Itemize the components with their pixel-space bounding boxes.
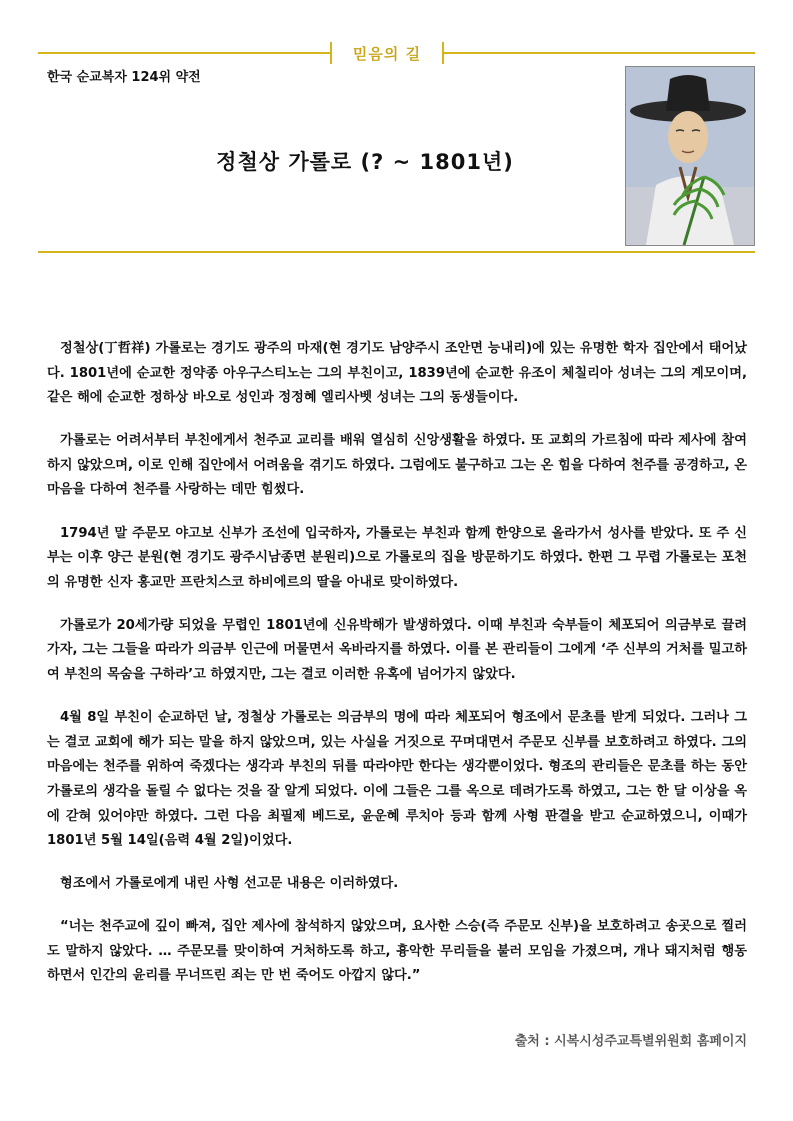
- paragraph-6: 형조에서 가롤로에게 내린 사형 선고문 내용은 이러하였다.: [60, 876, 399, 892]
- paragraph-5: 4월 8일 부친이 순교하던 날, 정철상 가롤로는 의금부의 명에 따라 체포되어 형조에서 문초를 받게 되었다. 그러나 그는 결코 교회에 해가 되는 말을 하지 않았으며, 있는 사실을 거짓으로 꾸며대면서 주문모 신부를 보호하려고 하였다. 그의 마음에는 천주를 위하여 죽겠다는 생각과 부친의 뒤를 따라야만 한다는 생각뿐이었다. 형조의 관리들은 문초를 하는 동안 가롤로의 생각을 돌릴 수 없다는 것을 잘 알게 되었다. 이에 그들은 그를 옥으로 데려가도록 하였고, 그는 한 달 이상을 옥에 갇혀 있어야만 하였다. 그런 다음 최필제 베드로, 윤운혜 루치아 등과 함께 사형 판결을 받고 순교하였으니, 이때가 1801년 5월 14일(음력 4월 2일)이었다.: [47, 710, 747, 849]
- paragraph-7-quote: “너는 천주교에 깊이 빠져, 집안 제사에 참석하지 않았으며, 요사한 스승(즉 주문모 신부)을 보호하려고 송곳으로 찔러도 말하지 않았다. … 주문모를 맞이하여 거처하도록 하고, 흉악한 무리들을 불러 모임을 가졌으며, 개나 돼지처럼 행동 하면서 인간의 윤리를 무너뜨린 죄는 만 번 죽어도 아깝지 않다.”: [47, 919, 747, 984]
- header-tick-right: [442, 42, 444, 64]
- paragraph-2: 가롤로는 어려서부터 부친에게서 천주교 교리를 배워 열심히 신앙생활을 하였다. 또 교회의 가르침에 따라 제사에 참여하지 않았으며, 이로 인해 집안에서 어려움을 겪기도 하였다. 그럼에도 불구하고 그는 온 힘을 다하여 천주를 공경하고, 온 마음을 다하여 천주를 사랑하는 데만 힘썼다.: [47, 433, 747, 498]
- paragraph-4: 가롤로가 20세가량 되었을 무렵인 1801년에 신유박해가 발생하였다. 이때 부친과 숙부들이 체포되어 의금부로 끌려가자, 그는 그들을 따라가 의금부 인근에 머물면서 옥바라지를 하였다. 이를 본 관리들이 그에게 ‘주 신부의 거처를 밀고하여 부친의 목숨을 구하라’고 하였지만, 그는 결코 이러한 유혹에 넘어가지 않았다.: [47, 617, 747, 683]
- portrait-image: [625, 66, 755, 246]
- paragraph-3: 1794년 말 주문모 야고보 신부가 조선에 입국하자, 가롤로는 부친과 함께 한양으로 올라가서 성사를 받았다. 또 주 신부는 이후 양근 분원(현 경기도 광주시남종면 분원리)으로 가롤로의 집을 방문하기도 하였다. 한편 그 무렵 가롤로는 포천의 유명한 신자 홍교만 프란치스코 하비에르의 딸을 아내로 맞이하였다.: [47, 525, 747, 590]
- header-rule-bottom: [38, 251, 755, 253]
- paragraph-1: 정철상(丁哲祥) 가롤로는 경기도 광주의 마재(현 경기도 남양주시 조안면 능내리)에 있는 유명한 학자 집안에서 태어났다. 1801년에 순교한 정약종 아우구스티노는 그의 부친이고, 1839년에 순교한 유조이 체칠리아 성녀는 그의 계모이며, 같은 해에 순교한 정하상 바오로 성인과 정정혜 엘리사벳 성녀는 그의 동생들이다.: [47, 341, 747, 406]
- saint-portrait-icon: [626, 67, 754, 245]
- page-subtitle: 한국 순교복자 124위 약전: [47, 70, 201, 85]
- article-body: [47, 337, 747, 1008]
- section-tag: 믿음의 길: [332, 43, 442, 64]
- source-credit: 출처 : 시복시성주교특별위원회 홈페이지: [514, 1034, 747, 1049]
- page-title: 정철상 가롤로 (? ~ 1801년): [216, 150, 514, 174]
